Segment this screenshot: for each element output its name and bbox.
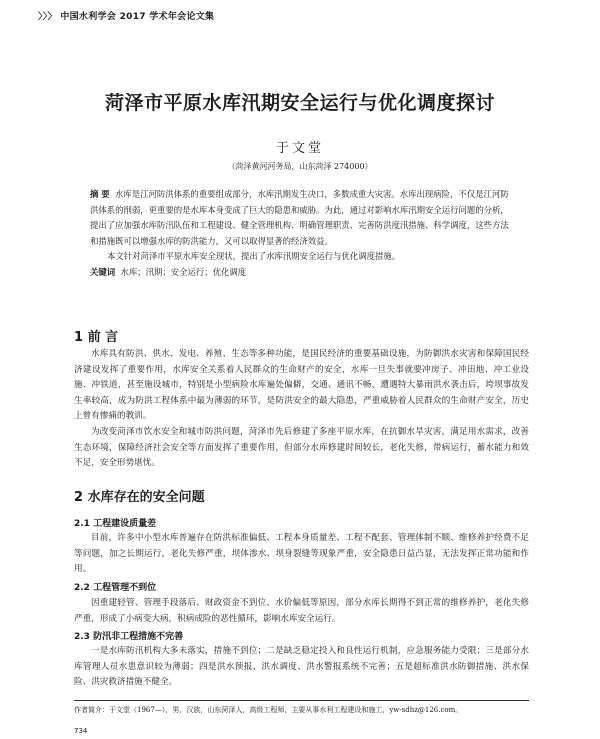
affiliation: （菏泽黄河河务局，山东菏泽 274000） xyxy=(227,162,373,171)
author-footnote: 作者简介：于文堂（1967—），男，汉族，山东菏泽人，高级工程师，主要从事水利工程建设和施工，yw-sdhz@126.com。 xyxy=(74,706,463,714)
section-2-2-body xyxy=(74,596,529,627)
abstract-text: 水库是江河防洪体系的重要组成部分，水库汛期发生决口，多数成重大灾害。水库出现病险，不仅是江河防洪体系的削弱，更重要的是水库本身变成了巨大的隐患和威胁。为此，通过对影响水库汛期安全运行问题的分析，提出了应加强水库防汛队伍和工程建设、健全管理机构、明确管理职责、完善防洪度汛措施、科学调度，这些方法和措施既可以增强水库的防洪能力，又可以取得显著的经济效益。 xyxy=(90,189,509,246)
footnote-divider xyxy=(74,700,529,701)
section-1-body xyxy=(74,347,529,472)
section-1-heading: 1 前 言 xyxy=(74,330,119,345)
abstract xyxy=(90,187,510,281)
section-2-1-heading: 2.1 工程建设质量差 xyxy=(74,519,157,529)
section-2-3-paragraph: 一是水库防汛机构大多未落实，措施不到位；二是缺乏稳定投入和良性运行机制，应急服务能力受限；三是部分水库管理人员水患意识较为薄弱；四是洪水预报、洪水调度、洪水警报系统不完善；五是超标准洪水防御措施、洪水保险、洪灾救济措施不健全。 xyxy=(74,646,529,688)
section-1-paragraph-2: 为改变菏泽市饮水安全和城市防洪问题，菏泽市先后修建了多座平原水库，在抗御水旱灾害，满足用水需求，改善生态环境，保障经济社会安全等方面发挥了重要作用，但部分水库修建时间较长，老化失修，带病运行，蓄水能力和效不足，安全形势堪忧。 xyxy=(74,426,529,469)
keywords-paragraph xyxy=(90,265,510,281)
section-2-3-body xyxy=(74,644,529,691)
section-2-1-body xyxy=(74,531,529,578)
paper-title: 菏泽市平原水库汛期安全运行与优化调度探讨 xyxy=(104,92,495,114)
page-number: 734 xyxy=(74,727,88,735)
abstract-paragraph-2: 本文针对菏泽市平原水库安全现状，提出了水库汛期安全运行与优化调度措施。 xyxy=(107,251,401,262)
section-1-paragraph-1: 水库具有防洪、供水、发电、养殖、生态等多种功能，是国民经济的重要基础设施，为防御洪水灾害和保障国民经济建设发挥了重要作用，水库安全关系着人民群众的生命财产的安全，水库一旦失事就要冲房子、冲田地、冲工业设施、冲铁道，甚至施设城市，特别是小型病险水库遍处偏僻，交通、通讯不畅，遭遇特大暴雨洪水袭击后，垮坝事故发生率较高，成为防洪工程体系中最为薄弱的环节，是防洪安全的最大隐患，严重威胁着人民群众的生命财产安全，历史上曾有惨痛的教训。 xyxy=(74,349,529,422)
keywords-label: 关键词 xyxy=(90,266,116,277)
section-2-3-heading: 2.3 防汛非工程措施不完善 xyxy=(74,632,184,642)
running-head: 〉〉〉 中国水利学会 2017 学术年会论文集 xyxy=(38,12,215,22)
section-2-2-heading: 2.2 工程管理不到位 xyxy=(74,583,157,593)
abstract-label: 摘 要 xyxy=(90,189,110,199)
keywords-text: 水库；汛期；安全运行；优化调度 xyxy=(120,266,247,277)
section-2-2-paragraph: 因重建轻管、管理手段落后、财政资金不到位、水价偏低等原因，部分水库长期得不到正常的维修养护，老化失修严重，形成了小病变大病，积病成险的恶性循环，影响水库安全运行。 xyxy=(74,598,529,624)
abstract-paragraph xyxy=(90,187,510,249)
author: 于文堂 xyxy=(275,141,324,156)
section-2-heading: 2 水库存在的安全问题 xyxy=(74,490,205,505)
section-2-1-paragraph: 目前，许多中小型水库普遍存在防洪标准偏低、工程本身质量差、工程不配套、管理体制不顺、维修养护经费不足等问题，加之长期运行，老化失修严重，坝体渗水、坝身裂缝等现象严重，安全隐患日益凸显，无法发挥正常功能和作用。 xyxy=(74,533,529,575)
